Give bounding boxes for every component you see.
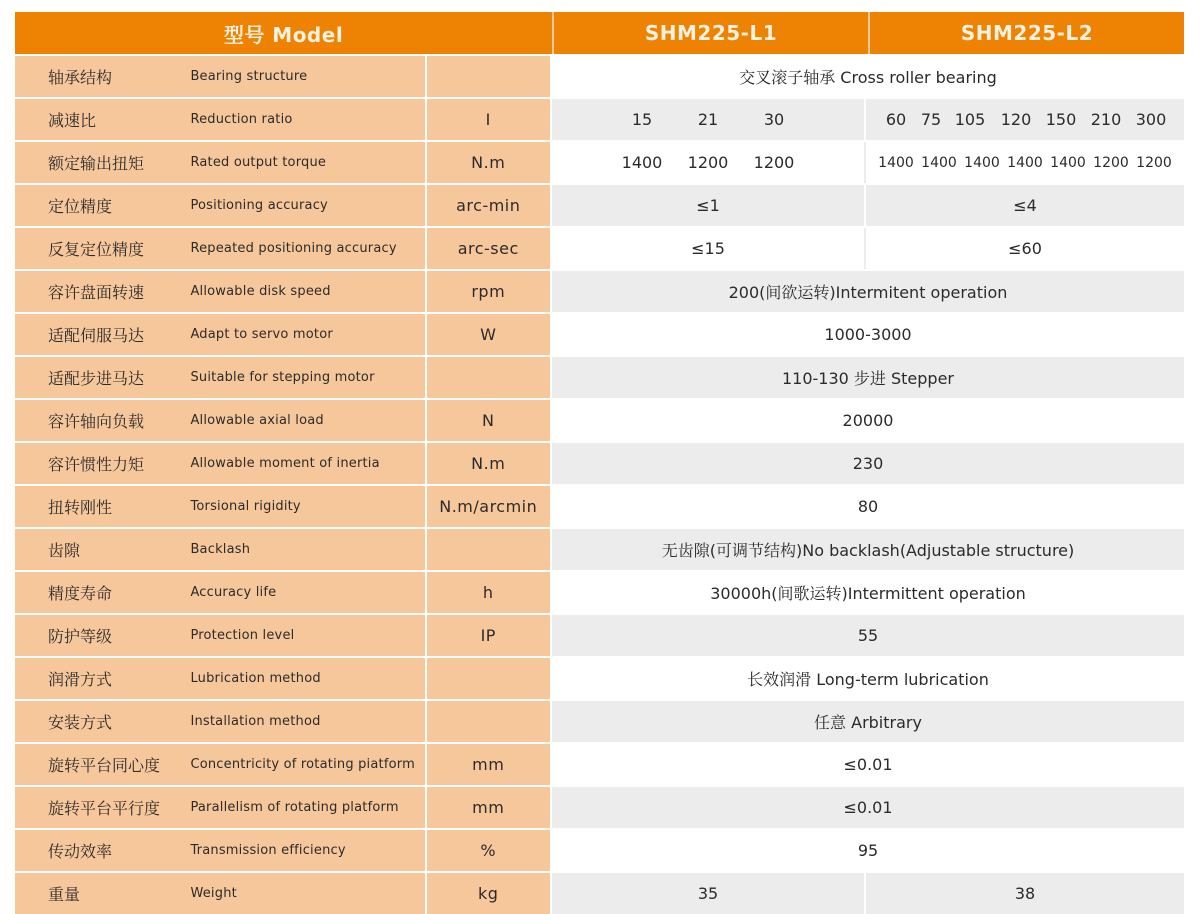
row-label-en: Backlash (190, 542, 251, 557)
table-row-backlash (15, 527, 1184, 570)
torque-value: 1200 (1136, 154, 1172, 171)
row-unit: h (425, 572, 551, 613)
row-value: 200(间欲运转)Intermitent operation (728, 283, 1008, 302)
torque-value: 1400 (1050, 154, 1086, 171)
row-value: 55 (857, 626, 879, 645)
table-row-allowable-disk-speed (15, 269, 1184, 312)
torque-value: 1400 (621, 153, 663, 172)
row-label-zh: 定位精度 (48, 197, 113, 216)
torque-value: 1200 (753, 153, 795, 172)
row-label-en: Rated output torque (190, 155, 327, 170)
row-label-zh: 齿隙 (48, 541, 81, 560)
table-row-positioning-accuracy (15, 183, 1184, 226)
row-label-zh: 适配伺服马达 (48, 326, 145, 345)
row-value: 1000-3000 (824, 325, 912, 344)
row-unit (425, 529, 551, 570)
row-unit: arc-min (425, 185, 551, 226)
table-row-accuracy-life (15, 570, 1184, 613)
row-value-l1 (552, 142, 866, 183)
table-row-protection-level (15, 613, 1184, 656)
row-value: 95 (857, 841, 879, 860)
torque-value: 1200 (687, 153, 729, 172)
torque-value: 1400 (964, 154, 1000, 171)
row-label-zh: 安装方式 (48, 713, 113, 732)
row-unit: W (425, 314, 551, 355)
table-row-moment-of-inertia (15, 441, 1184, 484)
ratio-value: 210 (1090, 110, 1122, 129)
row-label-zh: 容许轴向负载 (48, 412, 145, 431)
row-label-en: Repeated positioning accuracy (190, 241, 397, 256)
row-label-zh: 额定输出扭矩 (48, 154, 145, 173)
table-row-torsional-rigidity (15, 484, 1184, 527)
row-label-en: Adapt to servo motor (190, 327, 333, 342)
row-value-l2: ≤4 (1013, 196, 1037, 215)
row-unit: I (425, 99, 551, 140)
row-value-l2: 38 (1014, 884, 1036, 903)
torque-value: 1400 (1007, 154, 1043, 171)
row-label-en: Installation method (190, 714, 321, 729)
row-label-en: Protection level (190, 628, 295, 643)
row-label-zh: 容许惯性力矩 (48, 455, 145, 474)
table-header (15, 12, 1184, 54)
row-unit: IP (425, 615, 551, 656)
ratio-value: 120 (1000, 110, 1032, 129)
row-label-zh: 适配步进马达 (48, 369, 145, 388)
row-value: 80 (857, 497, 879, 516)
table-row-installation-method (15, 699, 1184, 742)
row-unit: N.m (425, 443, 551, 484)
row-label-zh: 容许盘面转速 (48, 283, 145, 302)
header-shm225-l2: SHM225-L2 (960, 21, 1094, 45)
row-unit (425, 357, 551, 398)
spec-table (15, 12, 1184, 914)
row-label-en: Torsional rigidity (190, 499, 301, 514)
table-row-parallelism (15, 785, 1184, 828)
row-label-zh: 扭转刚性 (48, 498, 113, 517)
table-row-repeated-positioning-accuracy (15, 226, 1184, 269)
table-row-lubrication-method (15, 656, 1184, 699)
row-label-en: Parallelism of rotating platform (190, 800, 399, 815)
table-row-weight (15, 871, 1184, 914)
row-label-en: Concentricity of rotating piatform (190, 757, 415, 772)
row-label-en: Positioning accuracy (190, 198, 328, 213)
row-value: 任意 Arbitrary (814, 713, 922, 732)
row-unit: mm (425, 744, 551, 785)
row-label-zh: 轴承结构 (48, 68, 113, 87)
row-value-l1: 35 (552, 873, 866, 914)
row-label-zh: 减速比 (48, 111, 97, 130)
row-label-zh: 精度寿命 (48, 584, 113, 603)
row-unit (425, 56, 551, 97)
table-row-bearing-structure (15, 54, 1184, 97)
row-unit: N.m/arcmin (425, 486, 551, 527)
row-label-en: Reduction ratio (190, 112, 293, 127)
ratio-value: 60 (885, 110, 907, 129)
row-label-zh: 旋转平台平行度 (48, 799, 161, 818)
row-value: 30000h(间歌运转)Intermittent operation (710, 584, 1026, 603)
ratio-value: 30 (763, 110, 785, 129)
row-label-zh: 传动效率 (48, 842, 113, 861)
row-value-l2 (866, 99, 1184, 140)
ratio-value: 105 (954, 110, 986, 129)
row-label-zh: 润滑方式 (48, 670, 113, 689)
row-value-l2 (866, 142, 1184, 183)
row-label-zh: 旋转平台同心度 (48, 756, 161, 775)
row-value: 110-130 步进 Stepper (781, 369, 955, 388)
row-label-en: Bearing structure (190, 69, 308, 84)
table-row-transmission-efficiency (15, 828, 1184, 871)
row-unit (425, 701, 551, 742)
table-row-stepping-motor (15, 355, 1184, 398)
table-row-reduction-ratio (15, 97, 1184, 140)
row-unit: N.m (425, 142, 551, 183)
row-unit: mm (425, 787, 551, 828)
row-value: 230 (852, 454, 884, 473)
ratio-value: 75 (920, 110, 942, 129)
torque-value: 1200 (1093, 154, 1129, 171)
row-unit: rpm (425, 271, 551, 312)
table-row-concentricity (15, 742, 1184, 785)
row-value-l1 (552, 99, 866, 140)
ratio-value: 15 (631, 110, 653, 129)
torque-value: 1400 (878, 154, 914, 171)
row-value: 长效润滑 Long-term lubrication (747, 670, 989, 689)
row-value-l1: ≤15 (552, 228, 866, 269)
row-unit: kg (425, 873, 551, 914)
row-unit: N (425, 400, 551, 441)
row-value: 20000 (842, 411, 894, 430)
row-label-en: Weight (190, 886, 237, 901)
row-label-en: Transmission efficiency (190, 843, 346, 858)
row-unit (425, 658, 551, 699)
row-label-zh: 防护等级 (48, 627, 113, 646)
row-unit: arc-sec (425, 228, 551, 269)
row-value: 无齿隙(可调节结构)No backlash(Adjustable structure) (661, 541, 1075, 560)
row-label-en: Allowable disk speed (190, 284, 331, 299)
table-row-adapt-servo-motor (15, 312, 1184, 355)
header-model: 型号 Model (15, 12, 554, 54)
row-value-l2: ≤60 (1008, 239, 1042, 258)
row-value: ≤0.01 (843, 755, 893, 774)
row-value: ≤0.01 (843, 798, 893, 817)
header-shm225-l1: SHM225-L1 (554, 12, 870, 54)
row-label-en: Allowable moment of inertia (190, 456, 380, 471)
row-label-zh: 反复定位精度 (48, 240, 145, 259)
ratio-value: 300 (1135, 110, 1167, 129)
row-label-en: Lubrication method (190, 671, 321, 686)
torque-value: 1400 (921, 154, 957, 171)
row-label-en: Allowable axial load (190, 413, 324, 428)
table-row-allowable-axial-load (15, 398, 1184, 441)
row-label-zh: 重量 (48, 885, 81, 904)
row-unit: % (425, 830, 551, 871)
table-row-rated-output-torque (15, 140, 1184, 183)
row-value: 交叉滚子轴承 Cross roller bearing (739, 68, 997, 87)
row-label-en: Suitable for stepping motor (190, 370, 375, 385)
row-value-l1: ≤1 (552, 185, 866, 226)
row-label-en: Accuracy life (190, 585, 277, 600)
ratio-value: 150 (1045, 110, 1077, 129)
ratio-value: 21 (697, 110, 719, 129)
